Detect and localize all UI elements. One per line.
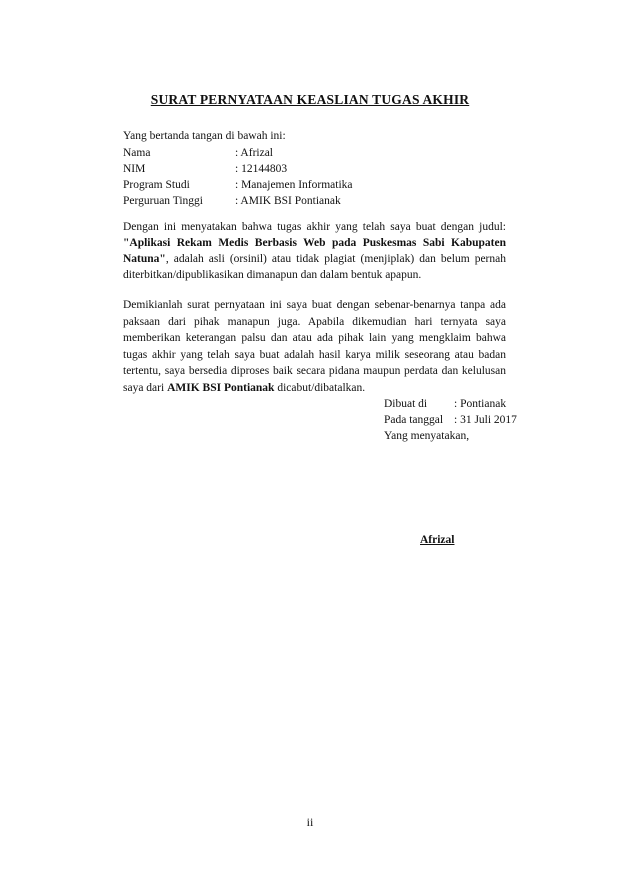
identity-label: NIM (123, 163, 146, 175)
identity-row-name (123, 147, 353, 163)
declaration-paragraph (123, 297, 506, 396)
place-value: : Pontianak (454, 398, 507, 410)
identity-value: : 12144803 (235, 163, 288, 175)
statement-text: Dengan ini menyatakan bahwa tugas akhir yang telah saya buat dengan judul: (123, 221, 506, 233)
identity-row-program (123, 179, 353, 195)
identity-row-nim (123, 163, 353, 179)
identity-label: Nama (123, 147, 151, 159)
declaration-text: Demikianlah surat pernyataan ini saya buat dengan sebenar-benarnya tanpa ada paksaan dari pihak manapun juga. Apabila dikemudian hari ternyata saya memberikan keterangan palsu dan atau ada pihak lain yang mengklaim bahwa tugas akhir yang telah saya buat adalah hasil karya milik seseorang atau badan tertentu, saya bersedia diproses baik secara pidana maupun perdata dan kelulusan saya dari (123, 299, 506, 394)
document-title: SURAT PERNYATAAN KEASLIAN TUGAS AKHIR (150, 92, 470, 107)
identity-row-institution (123, 195, 353, 211)
statement-text-cont: , adalah asli (orsinil) atau tidak plagiat (menjiplak) dan belum pernah diterbitkan/dipublikasikan dimanapun dan dalam bentuk apapun. (123, 253, 506, 281)
identity-value: : AMIK BSI Pontianak (235, 195, 341, 207)
place-label: Dibuat di (384, 398, 428, 410)
date-row (384, 414, 517, 430)
closing-text: Yang menyatakan, (384, 430, 470, 442)
date-label: Pada tanggal (384, 414, 444, 426)
identity-value: : Afrizal (235, 147, 273, 159)
identity-value: : Manajemen Informatika (235, 179, 353, 191)
date-value: : 31 Juli 2017 (454, 414, 517, 426)
identity-label: Program Studi (123, 179, 190, 191)
intro-text: Yang bertanda tangan di bawah ini: (123, 130, 286, 142)
identity-block (123, 147, 353, 211)
place-date-block (384, 398, 517, 446)
page-number: ii (306, 815, 314, 829)
signer-name: Afrizal (420, 534, 455, 546)
declaration-text-end: dicabut/dibatalkan. (274, 381, 366, 394)
identity-label: Perguruan Tinggi (123, 195, 203, 207)
statement-paragraph (123, 219, 506, 283)
place-row (384, 398, 517, 414)
thesis-title: "Aplikasi Rekam Medis Berbasis Web pada Puskesmas Sabi Kabupaten Natuna" (123, 237, 506, 265)
institution-name: AMIK BSI Pontianak (167, 381, 275, 394)
